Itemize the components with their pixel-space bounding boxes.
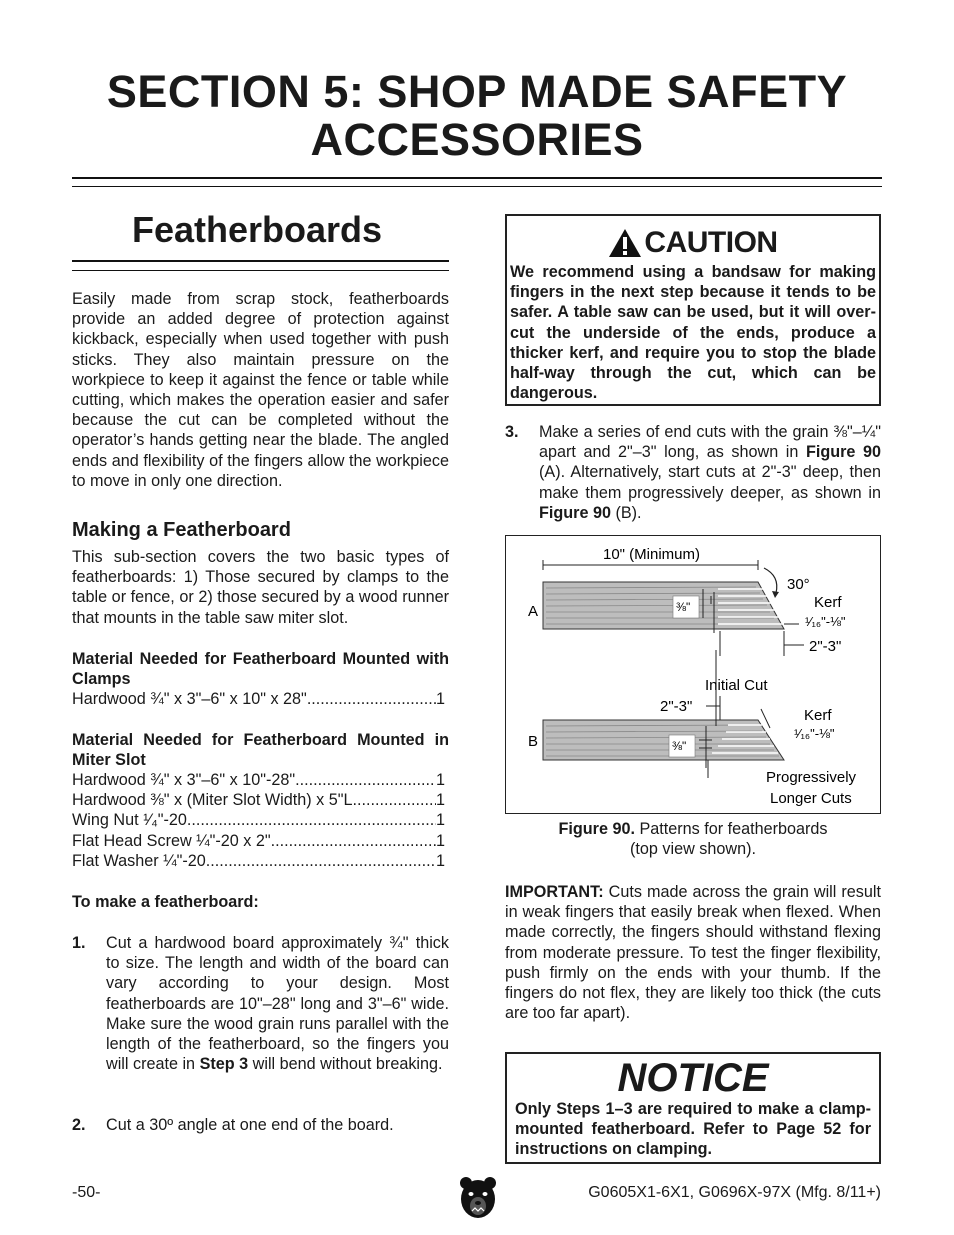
how-to-title: To make a featherboard: [72,893,259,911]
section-title-line-2: ACCESSORIES [310,114,644,165]
spacing-label-b: ⅜" [672,739,687,753]
minimum-length-label: 10" (Minimum) [603,546,701,563]
sub-intro-paragraph: This sub-section covers the two basic types of featherboards: 1) Those secured by clamps to the table or fence, or 2) those secured by a wood runner that mounts in the table saw miter slot. [72,548,449,627]
heading-rule [72,260,449,262]
kerf-label-a: Kerf [814,594,842,611]
figure-90-frame [505,535,881,814]
material-clamps-list [72,689,445,709]
material-clamps-title: Material Needed for Featherboard Mounted with Clamps [72,650,449,689]
notice-box [505,1052,881,1164]
initial-cut-label: Initial Cut [705,677,768,694]
cut-length-b: 2"-3" [660,698,693,715]
step-number: 3. [505,423,519,441]
bear-logo [459,1176,497,1227]
step-number: 2. [72,1116,86,1134]
progressive-label-line1: Progressively [766,769,857,786]
step-3-text: Make a series of end cuts with the grain ⅜"–¼" apart and 2"–3" long, as shown in Figure 90 (A). Alternatively, start cuts at 2"-3" deep, then make them progressively deeper, as shown in Figure 90 (B). [539,423,882,522]
cut-length-a: 2"-3" [809,638,842,655]
featherboards-heading: Featherboards [132,209,383,250]
kerf-size-b: ¹⁄₁₆"-⅛" [794,726,835,741]
spacing-label-a: ⅜" [676,600,691,614]
section-title [40,68,914,164]
making-featherboard-heading: Making a Featherboard [72,519,291,541]
figure-caption: Figure 90. Patterns for featherboards (top view shown). [558,820,828,859]
step-1-text: Cut a hardwood board approximately ¾" thick to size. The length and width of the board can vary according to your design. Most featherboards are 10"–28" long and 3"–6" wide. Make sure the wood grain runs parallel with the length of the featherboard, so the fingers you will create in Step 3 will bend without breaking. [106,934,449,1074]
warning-triangle-icon [608,228,642,258]
material-item: Flat Head Screw ¼"-20 x 2" ..... 1 [72,831,445,851]
material-item: Hardwood ¾" x 3"–6" x 10"-28" ..... 1 [72,770,445,790]
material-item: Hardwood ⅜" x (Miter Slot Width) x 5"L ..... 1 [72,790,445,810]
intro-paragraph: Easily made from scrap stock, featherboards provide an added degree of protection against kickback, especially when used together with push sticks. They also maintain pressure on the workpiece to keep it against the fence or table while cutting, which makes the operation easier and safer because the cut can be completed without the operator’s hands getting near the blade. The angled ends and flexibility of the fingers allow the workpiece to move in only one direction. [72,290,449,490]
step-3 [505,422,881,523]
notice-text: Only Steps 1–3 are required to make a clamp-mounted featherboard. Refer to Page 52 for instructions on clamping. [515,1100,871,1159]
board-a [543,582,784,633]
caution-header [507,226,879,260]
important-paragraph: IMPORTANT: Cuts made across the grain will result in weak fingers that easily break when flexed. When made correctly, the fingers should withstand flexing from moderate pressure. To test the finger flexibility, push firmly on the ends with your thumb. If the fingers do not flex, they are likely too thick (the cuts are too far apart). [505,883,881,1023]
model-number: G0605X1-6X1, G0696X-97X (Mfg. 8/11+) [588,1184,881,1201]
bear-logo-icon [459,1176,497,1222]
material-miter-list [72,770,445,871]
material-item: Hardwood ¾" x 3"–6" x 10" x 28" ..... 1 [72,689,445,709]
progressive-label-line2: Longer Cuts [770,790,852,807]
caution-label: CAUTION [644,226,778,259]
material-item: Flat Washer ¼"-20 ..... 1 [72,851,445,871]
angle-label: 30° [787,576,810,593]
caution-box [505,214,881,406]
featherboard-diagram [506,536,880,813]
label-a: A [528,603,539,620]
notice-label: NOTICE [617,1056,769,1100]
material-miter-title: Material Needed for Featherboard Mounted in Miter Slot [72,731,449,770]
material-item: Wing Nut ¹⁄₄"-20 ..... 1 [72,810,445,830]
section-title-line-1: SECTION 5: SHOP MADE SAFETY [106,66,848,117]
title-rule-thin [72,186,882,187]
step-2 [72,1115,449,1135]
kerf-label-b: Kerf [804,707,832,724]
label-b: B [528,733,539,750]
title-rule [72,177,882,179]
page-number: -50- [72,1184,101,1201]
caution-text: We recommend using a bandsaw for making fingers in the next step because it tends to be safer. A table saw can be used, but it will over-cut the underside of the ends, produce a thicker kerf, and require you to stop the blade half-way through the cut, which can be dangerous. [510,263,876,403]
step-number: 1. [72,934,86,952]
kerf-size-a: ¹⁄₁₆"-⅛" [805,614,846,629]
heading-rule-thin [72,270,449,271]
step-1 [72,933,449,1074]
step-2-text: Cut a 30º angle at one end of the board. [106,1116,394,1134]
